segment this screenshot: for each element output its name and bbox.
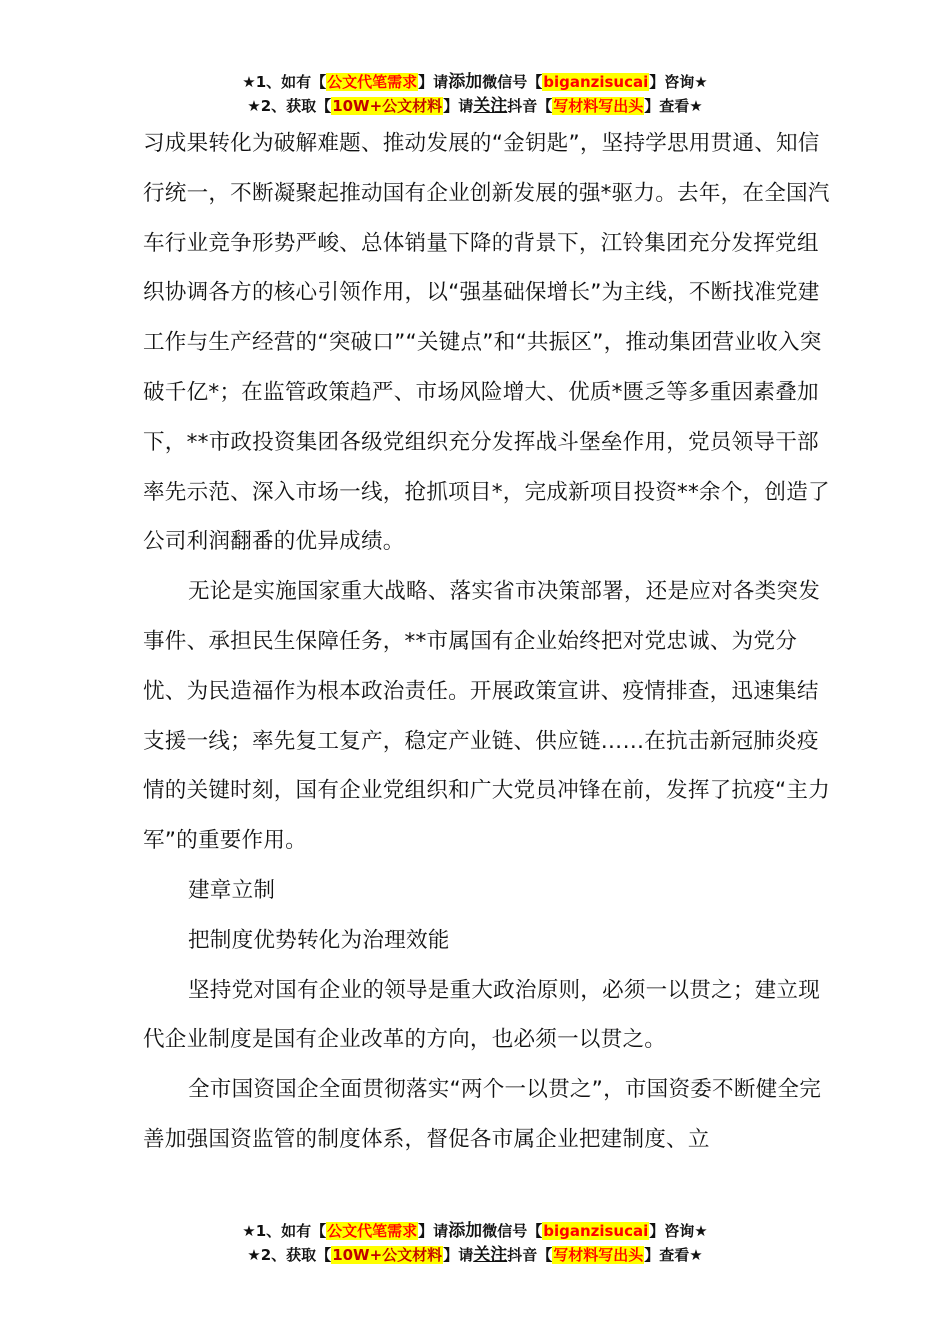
footer-line-2-highlight-materials: 10W+公文材料 xyxy=(332,1246,443,1264)
paragraph-2: 无论是实施国家重大战略、落实省市决策部署，还是应对各类突发事件、承担民生保障任务，**市属国有企业始终把对党忠诚、为党分忧、为民造福作为根本政治责任。开展政策宣讲、疫情排查，迅速集结支援一线；率先复工复产，稳定产业链、供应链……在抗击新冠肺炎疫情的关键时刻，国有企业党组织和广大党员冲锋在前，发挥了抗疫“主力军”的重要作用。 xyxy=(143,579,830,854)
paragraph-4: 全市国资国企全面贯彻落实“两个一以贯之”，市国资委不断健全完善加强国资监管的制度体系，督促各市属企业把建制度、立 xyxy=(143,1077,822,1152)
footer-line-2-highlight-douyin: 写材料写出头 xyxy=(553,1246,644,1264)
header-line-2 xyxy=(0,94,950,118)
footer-banner xyxy=(0,1219,950,1267)
footer-line-2-emphasis: 关注 xyxy=(473,1245,508,1265)
footer-line-2-text-2: 抖音【 xyxy=(507,1246,553,1264)
header-banner xyxy=(0,70,950,118)
footer-line-2 xyxy=(0,1243,950,1267)
footer-line-2-suffix: 】查看★ xyxy=(644,1246,703,1264)
header-line-2-highlight-materials: 10W+公文材料 xyxy=(332,97,443,115)
header-line-2-prefix: ★2、获取【 xyxy=(247,97,332,115)
header-line-2-emphasis: 关注 xyxy=(473,96,508,116)
footer-line-2-text: 】请 xyxy=(443,1246,474,1264)
header-line-2-text: 】请 xyxy=(443,97,474,115)
footer-line-1 xyxy=(0,1219,950,1243)
header-line-1-highlight-wechat: biganzisucai xyxy=(543,73,649,91)
header-line-1-emphasis: 添加 xyxy=(448,72,483,92)
header-line-2-text-2: 抖音【 xyxy=(507,97,553,115)
paragraph-1: 习成果转化为破解难题、推动发展的“金钥匙”，坚持学思用贯通、知信行统一，不断凝聚起推动国有企业创新发展的强*驱力。去年，在全国汽车行业竞争形势严峻、总体销量下降的背景下，江铃集团充分发挥党组织协调各方的核心引领作用，以“强基础保增长”为主线，不断找准党建工作与生产经营的“突破口”“关键点”和“共振区”，推动集团营业收入突破千亿*；在监管政策趋严、市场风险增大、优质*匮乏等多重因素叠加下，**市政投资集团各级党组织充分发挥战斗堡垒作用，党员领导干部率先示范、深入市场一线，抢抓项目*，完成新项目投资**余个，创造了公司利润翻番的优异成绩。 xyxy=(143,131,830,555)
section-heading: 建章立制 xyxy=(188,877,276,903)
header-line-2-highlight-douyin: 写材料写出头 xyxy=(553,97,644,115)
footer-line-1-highlight-service: 公文代笔需求 xyxy=(327,1222,418,1240)
footer-line-1-text-2: 微信号【 xyxy=(482,1222,543,1240)
footer-line-1-emphasis: 添加 xyxy=(448,1221,483,1241)
header-line-1-highlight-service: 公文代笔需求 xyxy=(327,73,418,91)
footer-line-1-suffix: 】咨询★ xyxy=(649,1222,708,1240)
footer-line-1-highlight-wechat: biganzisucai xyxy=(543,1222,649,1240)
header-line-1-prefix: ★1、如有【 xyxy=(242,73,327,91)
header-line-1-text-2: 微信号【 xyxy=(482,73,543,91)
header-line-2-suffix: 】查看★ xyxy=(644,97,703,115)
document-body xyxy=(143,119,833,1165)
paragraph-3: 坚持党对国有企业的领导是重大政治原则，必须一以贯之；建立现代企业制度是国有企业改革的方向，也必须一以贯之。 xyxy=(143,977,821,1053)
section-subheading: 把制度优势转化为治理效能 xyxy=(188,927,450,953)
header-line-1 xyxy=(0,70,950,94)
footer-line-2-prefix: ★2、获取【 xyxy=(247,1246,332,1264)
footer-line-1-text: 】请 xyxy=(418,1222,449,1240)
header-line-1-text: 】请 xyxy=(418,73,449,91)
footer-line-1-prefix: ★1、如有【 xyxy=(242,1222,327,1240)
header-line-1-suffix: 】咨询★ xyxy=(649,73,708,91)
